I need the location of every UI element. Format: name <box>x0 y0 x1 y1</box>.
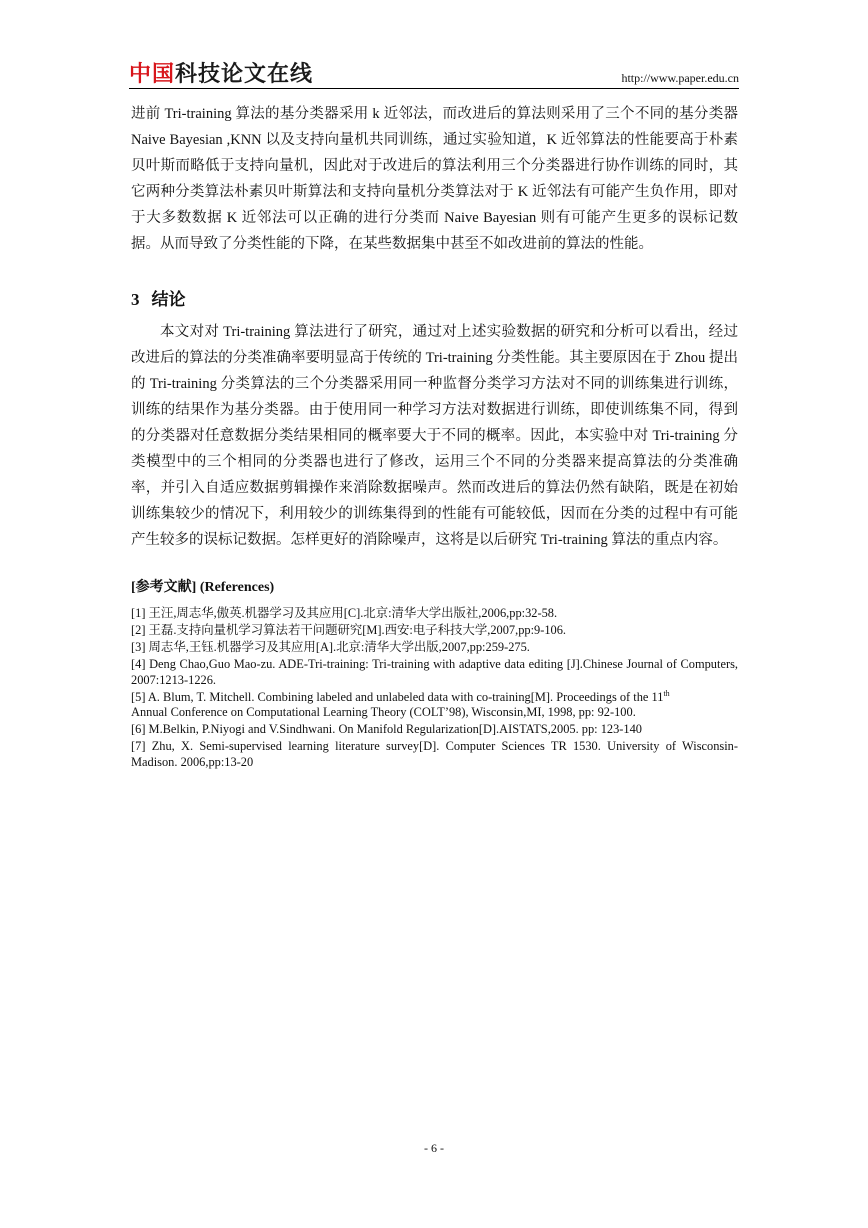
page-header <box>129 62 739 88</box>
references-heading: [参考文献] (References) <box>131 580 275 595</box>
logo-black-text: 科技论文在线 <box>175 62 314 87</box>
reference-5-tail: Annual Conference on Computational Learning Theory (COLT’98), Wisconsin,MI, 1998, pp: 92-100. <box>131 705 636 719</box>
section-number: 3 <box>131 290 140 309</box>
header-url: http://www.paper.edu.cn <box>621 71 739 85</box>
reference-item: [3] 周志华,王钰.机器学习及其应用[A].北京:清华大学出版,2007,pp:259-275. <box>131 640 530 654</box>
header-rule <box>129 88 739 89</box>
reference-item: [2] 王磊.支持向量机学习算法若干问题研究[M].西安:电子科技大学,2007,pp:9-106. <box>131 623 567 637</box>
reference-item: [4] Deng Chao,Guo Mao-zu. ADE-Tri-training: Tri-training with adaptive data editing [J].Chinese Journal of Computers, 2007:1213-1226. <box>131 657 738 687</box>
reference-item: [6] M.Belkin, P.Niyogi and V.Sindhwani. On Manifold Regularization[D].AISTATS,2005. pp: 123-140 <box>131 722 643 736</box>
section-heading <box>131 287 186 313</box>
body-paragraph-1: 进前 Tri-training 算法的基分类器采用 k 近邻法，而改进后的算法则采用了三个不同的基分类器 Naive Bayesian ,KNN 以及支持向量机共同训练，通过实验知道，K 近邻算法的性能要高于朴素贝叶斯而略低于支持向量机，因此对于改进后的算法利用三个分类器进行协作训练的同时，其它两种分类算法朴素贝叶斯算法和支持向量机分类算法对于 K 近邻法有可能产生负作用，即对于大多数数据 K 近邻法可以正确的进行分类而 Naive Bayesian 则有可能产生更多的误标记数据。从而导致了分类性能的下降，在某些数据集中甚至不如改进前的算法的性能。 <box>131 106 738 252</box>
reference-item: [7] Zhu, X. Semi-supervised learning literature survey[D]. Computer Sciences TR 1530. University of Wisconsin-Madison. 2006,pp:13-20 <box>131 739 738 769</box>
body-paragraph-2: 本文对对 Tri-training 算法进行了研究，通过对上述实验数据的研究和分析可以看出，经过改进后的算法的分类准确率要明显高于传统的 Tri-training 分类性能。其主要原因在于 Zhou 提出的 Tri-training 分类算法的三个分类器采用同一种监督分类学习方法对不同的训练集进行训练，训练的结果作为基分类器。由于使用同一种学习方法对数据进行训练，即使训练集不同，得到的分类器对任意数据分类结果相同的概率要大于不同的概率。因此，本实验中对 Tri-training 分类模型中的三个相同的分类器也进行了修改，运用三个不同的分类器来提高算法的分类准确率，并引入自适应数据剪辑操作来消除数据噪声。然而改进后的算法仍然有缺陷，既是在初始训练集较少的情况下，利用较少的训练集得到的性能有可能较低，因而在分类的过程中有可能产生较多的误标记数据。怎样更好的消除噪声，这将是以后研究 Tri-training 算法的重点内容。 <box>131 324 738 548</box>
reference-list <box>131 606 738 772</box>
page-number: - 6 - <box>424 1141 444 1155</box>
reference-5-main: [5] A. Blum, T. Mitchell. Combining labeled and unlabeled data with co-training[M]. Proceedings of the 11 <box>131 689 664 704</box>
reference-item: [1] 王汪,周志华,傲英.机器学习及其应用[C].北京:清华大学出版社,2006,pp:32-58. <box>131 606 558 620</box>
reference-5-superscript: th <box>663 688 670 698</box>
section-title: 结论 <box>151 290 186 309</box>
reference-item <box>131 690 738 721</box>
logo-red-text: 中国 <box>129 62 176 87</box>
site-logo <box>129 62 313 88</box>
